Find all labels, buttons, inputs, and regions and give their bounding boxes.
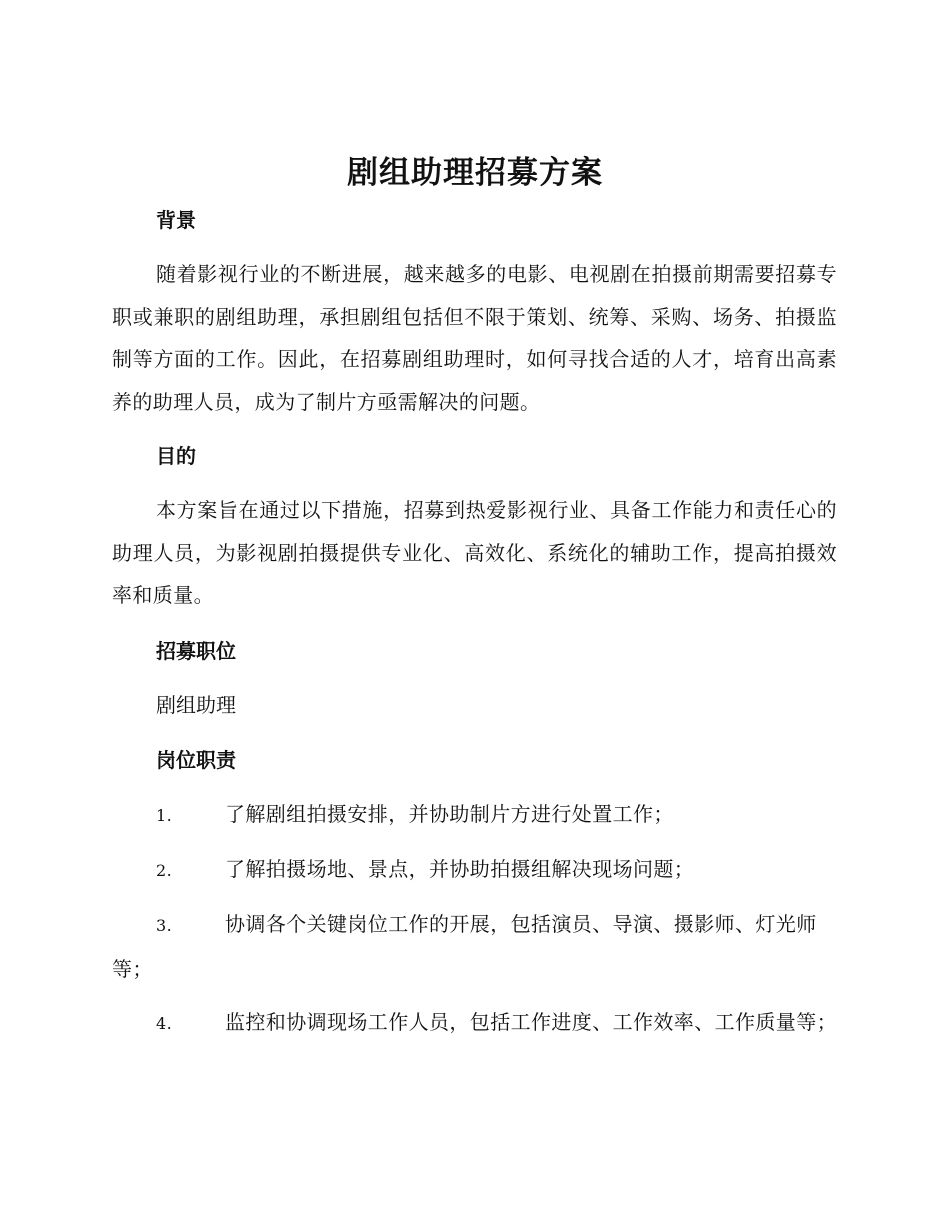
list-item [112,848,837,893]
heading-background: 背景 [156,208,196,232]
list-number: 3. [156,916,173,935]
list-text: 了解剧组拍摄安排，并协助制片方进行处置工作； [225,802,674,826]
list-text: 监控和协调现场工作人员，包括工作进度、工作效率、工作质量等； [225,1010,837,1034]
list-number: 2. [156,861,173,880]
paragraph-purpose: 本方案旨在通过以下措施，招募到热爱影视行业、具备工作能力和责任心的助理人员，为影视剧拍摄提供专业化、高效化、系统化的辅助工作，提高拍摄效率和质量。 [112,498,837,607]
paragraph-position: 剧组助理 [156,693,236,717]
list-number: 1. [156,806,173,825]
list-item [112,903,837,990]
heading-position: 招募职位 [156,639,236,663]
document-title: 剧组助理招募方案 [347,155,603,191]
list-text: 协调各个关键岗位工作的开展，包括演员、导演、摄影师、灯光师等； [112,912,817,981]
list-text: 了解拍摄场地、景点，并协助拍摄组解决现场问题； [225,857,695,881]
heading-duties: 岗位职责 [156,748,236,772]
list-item [112,793,837,838]
heading-purpose: 目的 [156,444,196,468]
paragraph-background: 随着影视行业的不断进展，越来越多的电影、电视剧在拍摄前期需要招募专职或兼职的剧组助理，承担剧组包括但不限于策划、统筹、采购、场务、拍摄监制等方面的工作。因此，在招募剧组助理时，如何寻找合适的人才，培育出高素养的助理人员，成为了制片方亟需解决的问题。 [112,262,837,414]
list-item [112,1001,837,1046]
list-number: 4. [156,1014,173,1033]
